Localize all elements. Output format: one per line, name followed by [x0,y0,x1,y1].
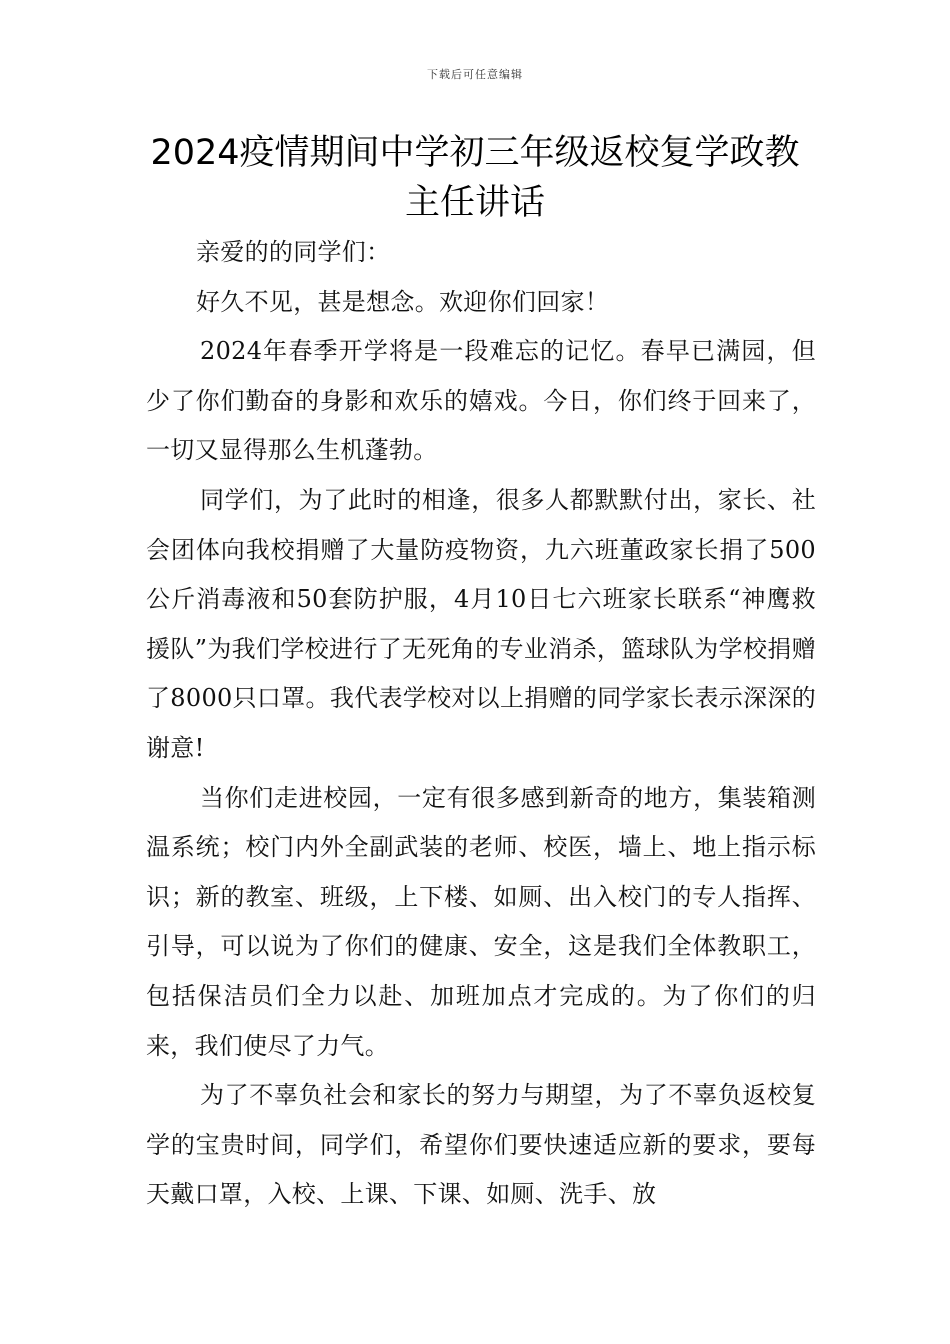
body-paragraph: 同学们，为了此时的相逢，很多人都默默付出，家长、社会团体向我校捐赠了大量防疫物资，九六班董政家长捐了500公斤消毒液和50套防护服，4月10日七六班家长联系“神鹰救援队”为我们学校进行了无死角的专业消杀，篮球队为学校捐赠了8000只口罩。我代表学校对以上捐赠的同学家长表示深深的谢意! [146,485,816,762]
body-paragraph: 当你们走进校园，一定有很多感到新奇的地方，集装箱测温系统；校门内外全副武装的老师、校医，墙上、地上指示标识；新的教室、班级，上下楼、如厕、出入校门的专人指挥、引导，可以说为了你们的健康、安全，这是我们全体教职工，包括保洁员们全力以赴、加班加点才完成的。为了你们的归来，我们使尽了力气。 [146,783,816,1060]
page-title [100,128,850,228]
header-note: 下载后可任意编辑 [427,68,523,81]
document-body [146,228,816,1220]
greeting-paragraph: 好久不见，甚是想念。欢迎你们回家！ [196,287,610,316]
body-paragraph: 2024年春季开学将是一段难忘的记忆。春早已满园，但少了你们勤奋的身影和欢乐的嬉戏。今日，你们终于回来了，一切又显得那么生机蓬勃。 [146,337,816,465]
title-line-1: 2024疫情期间中学初三年级返校复学政教 [150,133,800,173]
body-paragraph: 为了不辜负社会和家长的努力与期望，为了不辜负返校复学的宝贵时间，同学们，希望你们要快速适应新的要求，要每天戴口罩，入校、上课、下课、如厕、洗手、放 [146,1081,816,1209]
title-line-2: 主任讲话 [404,183,545,223]
salutation-paragraph: 亲爱的的同学们： [196,238,391,266]
